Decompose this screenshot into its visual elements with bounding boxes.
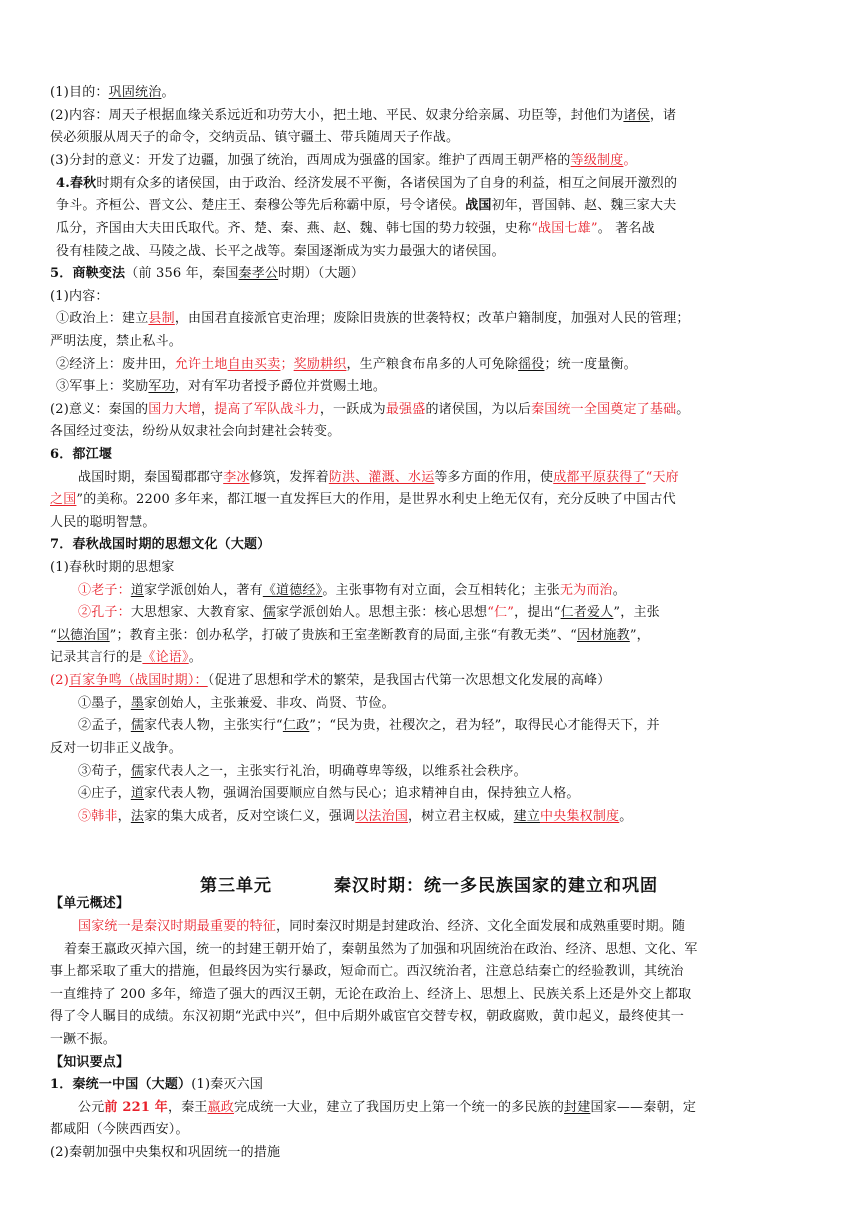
text-segment: ”；教育主张：创办私学，打破了贵族和王室垄断教育的局面,主张“有教无类”、“: [109, 628, 577, 643]
text-segment: 事上都采取了重大的措施，但最终因为实行暴政，短命而亡。西汉统治者，注意总结秦亡的经验教训，其统治: [50, 964, 684, 979]
text-segment: (2)秦朝加强中央集权和巩固统一的措施: [50, 1145, 281, 1160]
text-segment: 因材施教: [577, 628, 630, 643]
text-segment: (1)春秋时期的思想家: [50, 560, 175, 575]
text-line: [50, 985, 691, 1005]
text-segment: ②经济上：废井田，: [56, 357, 175, 372]
text-line: [50, 558, 175, 578]
text-line: [50, 626, 650, 646]
text-segment: 国家统一是秦汉时期最重要的特征: [78, 919, 277, 934]
text-segment: 。: [676, 402, 690, 417]
text-line: [56, 196, 676, 216]
text-segment: 家代表人之一，主张实行礼治，明确尊卑等级，以维系社会秩序。: [144, 764, 527, 779]
text-line: [50, 83, 175, 103]
text-segment: ，一跃成为: [319, 402, 386, 417]
text-line: [78, 694, 395, 714]
text-line: [50, 264, 364, 284]
text-line: [50, 445, 112, 465]
text-segment: 4.春秋: [56, 176, 97, 191]
text-segment: 以德治国: [56, 628, 110, 643]
text-line: [50, 535, 270, 555]
text-segment: 战国: [465, 198, 492, 213]
text-segment: ②孔子：: [78, 605, 131, 620]
text-segment: ，树立君主权威，: [408, 809, 514, 824]
text-line: [50, 1007, 684, 1027]
text-segment: 家代表人物，主张实行“: [144, 718, 283, 733]
text-segment: 得了令人瞩目的成绩。东汉初期“光武中兴”，但中后期外戚宦官交替专权，朝政腐败，黄巾起义，最终使其一: [50, 1009, 685, 1024]
text-segment: ①老子：: [78, 583, 131, 598]
text-line: [50, 739, 182, 759]
text-segment: (1)秦灭六国: [191, 1077, 264, 1092]
text-segment: 儒: [262, 605, 277, 620]
text-segment: 道: [130, 583, 145, 598]
text-segment: ①墨子，: [78, 696, 131, 711]
text-segment: ⑤韩非: [78, 809, 118, 824]
text-segment: 一直维持了 200 多年，缔造了强大的西汉王朝，无论在政治上、经济上、思想上、民族关系上还是外交上都取: [50, 987, 692, 1002]
text-segment: 允许土地: [174, 357, 228, 372]
text-segment: 记录其言行的是: [50, 650, 143, 665]
text-segment: 。主张事物有对立面，会互相转化；主张: [322, 583, 560, 598]
text-line: [64, 940, 698, 960]
text-segment: 时期）（大题）: [278, 266, 365, 281]
text-segment: 家的集大成者，反对空谈仁义，强调: [144, 809, 356, 824]
text-line: [50, 648, 202, 668]
text-segment: 建立: [513, 809, 541, 824]
text-line: [50, 490, 676, 510]
text-segment: 自由买卖: [227, 357, 281, 372]
text-segment: 着秦王嬴政灭掉六国，统一的封建王朝开始了，秦朝虽然为了加强和巩固统治在政治、经济、思想、文化、军: [64, 942, 698, 957]
text-segment: 秦孝公: [238, 266, 279, 281]
text-line: [50, 1030, 116, 1050]
text-segment: 防洪、灌溉、水运: [328, 470, 435, 485]
text-segment: 各国经过变法，纷纷从奴隶社会向封建社会转变。: [50, 424, 341, 439]
text-segment: 。: [623, 153, 637, 168]
text-segment: ”，: [629, 628, 650, 643]
text-segment: 巩固统治: [108, 85, 162, 100]
text-segment: 《论语》: [142, 650, 189, 665]
text-segment: 军功: [148, 379, 175, 394]
text-segment: 前 221 年: [104, 1100, 168, 1115]
text-line: [50, 332, 182, 352]
text-segment: 初年，晋国韩、赵、魏三家大夫: [491, 198, 677, 213]
text-line: [50, 106, 676, 126]
text-segment: 徭役: [518, 357, 545, 372]
text-segment: 以法治国: [355, 809, 409, 824]
text-segment: ④庄子，: [78, 786, 131, 801]
text-segment: ”；“民为贵，社稷次之，君为轻”，取得民心才能得天下，并: [309, 718, 660, 733]
text-segment: 诸侯: [623, 108, 650, 123]
text-line: [50, 1143, 280, 1163]
text-segment: ③荀子，: [78, 764, 131, 779]
text-segment: 役有桂陵之战、马陵之战、长平之战等。秦国逐渐成为实力最强大的诸侯国。: [56, 244, 505, 259]
text-segment: （促进了思想和学术的繁荣，是我国古代第一次思想文化发展的高峰）: [207, 673, 611, 688]
text-line: [50, 671, 610, 691]
text-segment: 提高了军队战斗力: [214, 402, 320, 417]
text-segment: 无为而治: [559, 583, 613, 598]
text-segment: 等多方面的作用，使: [434, 470, 554, 485]
text-segment: ，同时秦汉时期是封建政治、经济、文化全面发展和成熟重要时期。随: [276, 919, 686, 934]
text-segment: 《道德经》: [262, 583, 323, 598]
text-segment: 瓜分，齐国由大夫田氏取代。齐、楚、秦、燕、赵、魏、韩七国的势力较强，史称: [56, 221, 532, 236]
text-segment: 【知识要点】: [50, 1055, 130, 1070]
text-segment: ；: [280, 357, 294, 372]
text-segment: 侯必须服从周天子的命令，交纳贡品、镇守疆土、带兵随周天子作战。: [50, 130, 460, 145]
text-line: [78, 784, 580, 804]
text-segment: 成都平原获得了: [553, 470, 646, 485]
text-segment: ，: [117, 809, 131, 824]
text-segment: ，秦王: [168, 1100, 208, 1115]
text-line: [50, 894, 129, 914]
text-segment: 县制: [148, 311, 175, 326]
text-segment: (1)内容：: [50, 289, 109, 304]
text-segment: ①政治上：建立: [56, 311, 149, 326]
text-segment: 儒: [130, 764, 145, 779]
text-line: [50, 287, 109, 307]
text-line: [50, 151, 637, 171]
text-segment: 。: [619, 809, 633, 824]
text-line: [50, 400, 689, 420]
text-segment: 【单元概述】: [50, 896, 130, 911]
text-segment: (2)意义：秦国的: [50, 402, 149, 417]
text-segment: “仁”: [487, 605, 515, 620]
text-segment: ，: [201, 402, 215, 417]
text-segment: 儒: [130, 718, 145, 733]
text-segment: ，生产粮食布帛多的人可免除: [346, 357, 519, 372]
text-segment: 6．都江堰: [50, 447, 113, 462]
text-segment: 奖励耕织: [293, 357, 347, 372]
text-segment: (2): [50, 673, 70, 688]
text-segment: 战国时期，秦国蜀郡郡守: [78, 470, 224, 485]
text-line: [56, 355, 637, 375]
text-line: [56, 377, 386, 397]
text-segment: 7．春秋战国时期的思想文化（大题）: [50, 537, 271, 552]
text-segment: 中央集权制度: [540, 809, 620, 824]
text-segment: 家学派创始人。思想主张：核心思想: [276, 605, 488, 620]
text-segment: ③军事上：奖励: [56, 379, 149, 394]
text-segment: 5．商鞅变法: [50, 266, 126, 281]
text-segment: 秦国统一全国奠定了基础: [531, 402, 677, 417]
text-line: [78, 762, 527, 782]
text-segment: 大思想家、大教育家、: [130, 605, 263, 620]
text-segment: 家学派创始人，著有: [144, 583, 263, 598]
text-line: [50, 513, 156, 533]
text-segment: 1．秦统一中国（大题）: [50, 1077, 192, 1092]
text-segment: 反对一切非正义战争。: [50, 741, 183, 756]
text-segment: 国力大增: [148, 402, 202, 417]
text-segment: 争斗。齐桓公、晋文公、楚庄王、秦穆公等先后称霸中原，号令诸侯。: [56, 198, 466, 213]
text-segment: 严明法度，禁止私斗。: [50, 334, 183, 349]
text-segment: 家创始人，主张兼爱、非攻、尚贤、节俭。: [144, 696, 395, 711]
text-segment: 。: [161, 85, 175, 100]
text-segment: “天府: [645, 470, 679, 485]
text-segment: ，由国君直接派官吏治理；废除旧贵族的世袭特权；改革户籍制度，加强对人民的管理；: [174, 311, 690, 326]
text-segment: 封建: [564, 1100, 591, 1115]
text-line: [56, 174, 677, 194]
text-segment: ，诸: [649, 108, 677, 123]
text-segment: ，提出“: [514, 605, 561, 620]
text-line: [50, 128, 459, 148]
text-segment: 。: [188, 650, 202, 665]
text-line: [78, 917, 685, 937]
text-segment: 人民的聪明智慧。: [50, 515, 156, 530]
text-line: [50, 1053, 129, 1073]
text-segment: 仁者爱人: [560, 605, 614, 620]
text-line: [56, 219, 655, 239]
text-segment: 。 著名战: [597, 221, 655, 236]
text-segment: 最强盛: [385, 402, 426, 417]
text-line: [78, 716, 660, 736]
text-segment: 等级制度: [570, 153, 624, 168]
text-segment: 仁政: [282, 718, 310, 733]
text-segment: ②孟子，: [78, 718, 131, 733]
text-line: [78, 581, 626, 601]
text-line: [50, 422, 340, 442]
text-segment: (3)分封的意义：开发了边疆，加强了统治，西周成为强盛的国家。维护了西周王朝严格的: [50, 153, 571, 168]
text-segment: 国家——秦朝，定: [590, 1100, 697, 1115]
text-segment: 时期有众多的诸侯国，由于政治、经济发展不平衡，各诸侯国为了自身的利益，相互之间展开激烈的: [96, 176, 678, 191]
text-segment: ”，主张: [613, 605, 660, 620]
text-segment: 道: [130, 786, 145, 801]
text-segment: 之国: [50, 492, 77, 507]
text-segment: (2)内容：周天子根据血缘关系远近和功劳大小，把土地、平民、奴隶分给亲属、功臣等，封他们为: [50, 108, 624, 123]
text-segment: 公元: [78, 1100, 105, 1115]
text-segment: ，对有军功者授予爵位并赏赐土地。: [174, 379, 387, 394]
text-segment: 墨: [130, 696, 145, 711]
unit-title: 秦汉时期：统一多民族国家的建立和巩固: [334, 876, 658, 896]
text-segment: (1)目的：: [50, 85, 109, 100]
text-segment: 。: [612, 583, 626, 598]
text-segment: （前 356 年，秦国: [125, 266, 239, 281]
text-segment: 家代表人物，强调治国要顺应自然与民心；追求精神自由，保持独立人格。: [144, 786, 580, 801]
text-line: [50, 1120, 189, 1140]
text-segment: “: [50, 628, 57, 643]
text-line: [50, 962, 684, 982]
text-line: [56, 309, 690, 329]
text-segment: 修筑，发挥着: [249, 470, 329, 485]
unit-label: 第三单元: [200, 876, 272, 896]
text-segment: 李冰: [223, 470, 250, 485]
text-segment: “战国七雄”: [531, 221, 598, 236]
text-line: [56, 242, 505, 262]
text-segment: 一蹶不振。: [50, 1032, 117, 1047]
text-segment: 都咸阳（今陕西西安）。: [50, 1122, 189, 1137]
text-line: [78, 1098, 696, 1118]
text-segment: 完成统一大业，建立了我国历史上第一个统一的多民族的: [234, 1100, 565, 1115]
text-segment: 法: [130, 809, 145, 824]
text-line: [50, 1075, 263, 1095]
text-segment: 的诸侯国，为以后: [425, 402, 532, 417]
text-line: [78, 468, 679, 488]
text-line: [78, 603, 660, 623]
text-segment: ”的美称。2200 多年来，都江堰一直发挥巨大的作用，是世界水利史上绝无仅有，充分反映了中国古代: [76, 492, 676, 507]
section-title: [200, 871, 658, 896]
text-segment: ；统一度量衡。: [544, 357, 637, 372]
text-segment: 嬴政: [207, 1100, 235, 1115]
text-line: [78, 807, 632, 827]
text-segment: 百家争鸣（战国时期）：: [69, 673, 208, 688]
